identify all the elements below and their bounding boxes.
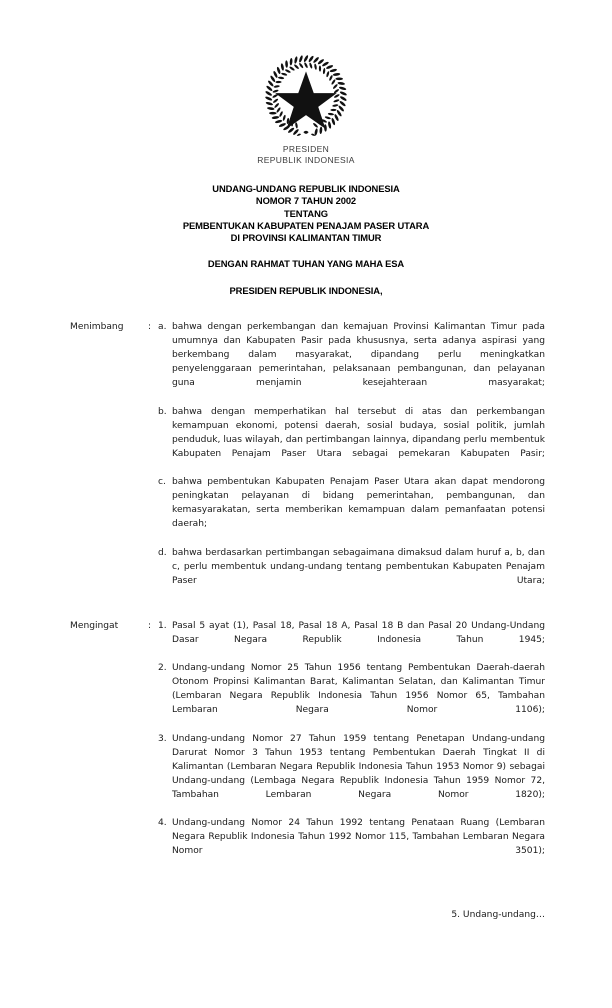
garuda-star-wreath-emblem (262, 52, 350, 140)
list-item-marker: 4. (158, 818, 167, 829)
title-blessing: DENGAN RAHMAT TUHAN YANG MAHA ESA (207, 258, 405, 270)
list-item-marker: c. (158, 477, 166, 488)
list-item-text: bahwa pembentukan Kabupaten Penajam Paser Utara akan dapat mendorong peningkatan pelayanan di bidang pemerintahan, pembangunan, dan kemasyarakatan, serta memberikan kemampuan dalam pemanfaatan potensi daerah; (172, 477, 545, 530)
list-item-text: bahwa dengan memperhatikan hal tersebut di atas dan perkembangan kemampuan ekonomi, potensi daerah, sosial budaya, sosial politik, jumlah penduduk, luas wilayah, dan pertimbangan lainnya, dipandang perlu membentuk Kabupaten Penajam Paser Utara sebagai pemekaran Kabupaten Pasir; (172, 406, 545, 459)
list-item (158, 405, 545, 475)
masthead-caption-line-2: REPUBLIK INDONESIA (257, 155, 355, 165)
section-menimbang (0, 320, 612, 602)
list-item-text: Undang-undang Nomor 25 Tahun 1956 tentang Pembentukan Daerah-daerah Otonom Propinsi Kalimantan Barat, Kalimantan Selatan, dan Kalimantan Timur (Lembaran Negara Republik Indonesia Tahun 1956 Nomor 65, Tambahan Lembaran Negara Nomor 1106); (172, 663, 545, 716)
document-masthead (0, 52, 612, 166)
list-item-marker: 2. (158, 663, 167, 674)
section-label-menimbang: Menimbang (70, 322, 124, 332)
section-colon-mengingat: : (148, 620, 152, 631)
title-line-number: NOMOR 7 TAHUN 2002 (255, 195, 357, 207)
list-item-marker: d. (158, 547, 167, 558)
list-item (158, 475, 545, 545)
list-item-text: bahwa berdasarkan pertimbangan sebagaimana dimaksud dalam huruf a, b, dan c, perlu membentuk undang-undang tentang pembentukan Kabupaten Penajam Paser Utara; (172, 547, 545, 586)
list-item-marker: 3. (158, 733, 167, 744)
section-mengingat (0, 619, 612, 873)
list-item-text: Undang-undang Nomor 24 Tahun 1992 tentang Penataan Ruang (Lembaran Negara Republik Indonesia Tahun 1992 Nomor 115, Tambahan Lembaran Negara Nomor 3501); (172, 818, 545, 857)
masthead-caption (0, 144, 612, 166)
list-item-text: Undang-undang Nomor 27 Tahun 1959 tentang Penetapan Undang-undang Darurat Nomor 3 Tahun 1953 tentang Pembentukan Daerah Tingkat II di Kalimantan (Lembaran Negara Republik Indonesia Tahun 1953 Nomor 9) sebagai Undang-undang (Lembaga Negara Republik Indonesia Tahun 1959 Nomor 72, Tambahan Lembaran Negara Nomor 1820); (172, 733, 545, 800)
list-item-text: bahwa dengan perkembangan dan kemajuan Provinsi Kalimantan Timur pada umumnya dan Kabupaten Pasir pada khususnya, serta adanya aspirasi yang berkembang dalam masyarakat, dipandang perlu meningkatkan penyelenggaraan pemerintahan, pelaksanaan pembangunan, dan pelayanan guna menjamin kesejahteraan masyarakat; (172, 322, 545, 389)
list-item (158, 816, 545, 872)
list-item (158, 320, 545, 405)
section-label-mengingat: Mengingat (70, 620, 119, 631)
considerations-list (0, 320, 612, 602)
page-continuation-footer: 5. Undang-undang… (451, 910, 545, 920)
document-title-block (0, 183, 612, 297)
list-item-marker: b. (158, 406, 167, 417)
list-item (158, 619, 545, 661)
title-line-tentang: TENTANG (284, 207, 328, 219)
list-item (158, 661, 545, 731)
legal-basis-list (0, 619, 612, 873)
title-line-subject: PEMBENTUKAN KABUPATEN PENAJAM PASER UTARA (182, 219, 430, 231)
list-item-text: Pasal 5 ayat (1), Pasal 18, Pasal 18 A, Pasal 18 B dan Pasal 20 Undang-Undang Dasar Negara Republik Indonesia Tahun 1945; (172, 620, 545, 645)
list-item-marker: a. (158, 322, 167, 332)
title-line-province: DI PROVINSI KALIMANTAN TIMUR (230, 232, 382, 244)
section-colon-menimbang: : (148, 322, 152, 332)
title-line-law-name: UNDANG-UNDANG REPUBLIK INDONESIA (212, 183, 400, 194)
list-item (158, 546, 545, 602)
masthead-caption-line-1: PRESIDEN (282, 144, 330, 154)
document-body (0, 320, 612, 873)
title-issuer: PRESIDEN REPUBLIK INDONESIA, (229, 284, 383, 296)
list-item-marker: 1. (158, 620, 167, 631)
list-item (158, 732, 545, 817)
